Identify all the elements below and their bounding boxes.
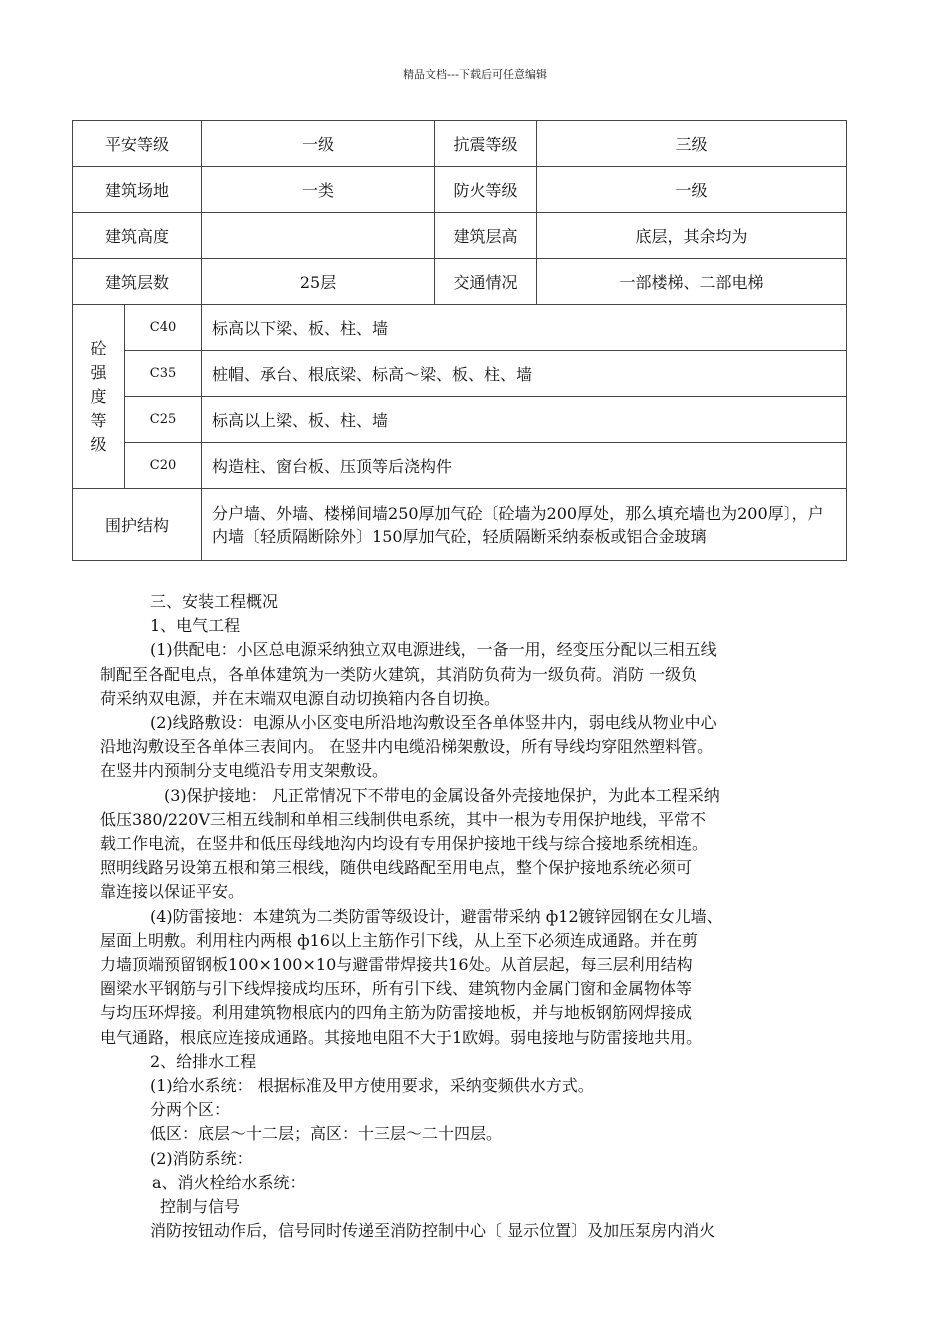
cell-label: 建筑场地 [73,167,202,213]
paragraph-line: 低区：底层～十二层；高区：十三层～二十四层。 [150,1124,503,1144]
paragraph-line: 荷采纳双电源，并在末端双电源自动切换箱内各自切换。 [100,688,501,708]
paragraph-line: 照明线路另设第五根和第三根线，随供电线路配至用电点，整个保护接地系统必须可 [100,858,693,878]
paragraph-line: 力墙顶端预留钢板100×100×10与避雷带焊接共16处。从首层起，每三层利用结构 [100,955,693,975]
cell-value [202,213,435,259]
install-overview [100,590,850,1243]
cell-value: 底层，其余均为 [537,213,847,259]
paragraph-line: 在竖井内预制分支电缆沿专用支架敷设。 [100,761,389,781]
section-heading: 三、安装工程概况 [150,592,279,611]
paragraph-line: (3)保护接地： 凡正常情况下不带电的金属设备外壳接地保护，为此本工程采纳 [164,785,720,805]
page-header: 精品文档---下载后可任意编辑 [403,68,547,81]
paragraph-line: (2)线路敷设：电源从小区变电所沿地沟敷设至各单体竖井内，弱电线从物业中心 [150,713,717,733]
label-char: 强 [90,362,107,382]
table-row [73,121,847,167]
cell-label: 抗震等级 [435,121,537,167]
paragraph-line: 靠连接以保证平安。 [100,882,245,902]
cell-label: 交通情况 [435,259,537,305]
concrete-grade: C20 [125,443,202,489]
paragraph-line: 消防按钮动作后，信号同时传递至消防控制中心〔 显示位置〕及加压泵房内消火 [150,1221,716,1241]
cell-label: 平安等级 [73,121,202,167]
table-row [73,167,847,213]
enclosure-desc: 分户墙、外墙、楼梯间墙250厚加气砼〔砼墙为200厚处，那么填充墙也为200厚〕，户内墙〔轻质隔断除外〕150厚加气砼，轻质隔断采纳泰板或铝合金玻璃 [202,489,847,561]
concrete-grade-label [73,305,125,489]
table-row [73,305,847,351]
cell-value: 一级 [202,121,435,167]
table-row [73,397,847,443]
cell-value: 一级 [537,167,847,213]
concrete-grade: C35 [125,351,202,397]
paragraph-line: 与均压环焊接。利用建筑物根底内的四角主筋为防雷接地板，并与地板钢筋网焊接成 [100,1003,693,1023]
paragraph-line: 载工作电流，在竖井和低压母线地沟内均设有专用保护接地干线与综合接地系统相连。 [100,834,709,854]
cell-label: 建筑层高 [435,213,537,259]
paragraph-line: (4)防雷接地：本建筑为二类防雷等级设计，避雷带采纳 ф12镀锌园钢在女儿墙、 [150,906,723,926]
paragraph-line: a、消火栓给水系统： [152,1172,306,1192]
subsection-heading: 2、给排水工程 [150,1051,257,1071]
paragraph-line: 圈梁水平钢筋与引下线焊接成均压环，所有引下线、建筑物内金属门窗和金属物体等 [100,979,693,999]
label-char: 砼 [90,338,107,358]
concrete-desc: 标高以下梁、板、柱、墙 [202,305,847,351]
paragraph-line: (2)消防系统： [150,1148,253,1168]
concrete-desc: 构造柱、窗台板、压顶等后浇构件 [202,443,847,489]
paragraph-line: 控制与信号 [160,1197,241,1217]
paragraph-line: 低压380/220V三相五线制和单相三线制供电系统，其中一根为专用保护地线，平常不 [100,809,707,829]
table-row [73,259,847,305]
subsection-heading: 1、电气工程 [150,616,241,636]
concrete-grade: C40 [125,305,202,351]
cell-label: 建筑层数 [73,259,202,305]
concrete-desc: 桩帽、承台、根底梁、标高～梁、板、柱、墙 [202,351,847,397]
table-row [73,213,847,259]
cell-value: 一类 [202,167,435,213]
table-row [73,351,847,397]
paragraph-line: 电气通路，根底应连接成通路。其接地电阻不大于1欧姆。弱电接地与防雷接地共用。 [100,1027,703,1047]
cell-label: 防火等级 [435,167,537,213]
paragraph-line: 制配至各配电点，各单体建筑为一类防火建筑，其消防负荷为一级负荷。消防 一级负 [100,664,698,684]
cell-label: 建筑高度 [73,213,202,259]
label-char: 级 [90,434,107,454]
table-row [73,443,847,489]
label-char: 等 [90,410,107,430]
cell-value: 25层 [202,259,435,305]
building-spec-table [72,120,847,561]
paragraph-line: 屋面上明敷。利用柱内两根 ф16以上主筋作引下线，从上至下必须连成通路。并在剪 [100,930,698,950]
table-row [73,489,847,561]
concrete-grade: C25 [125,397,202,443]
paragraph-line: 分两个区： [150,1100,231,1120]
cell-value: 三级 [537,121,847,167]
paragraph-line: (1)给水系统： 根据标准及甲方使用要求，采纳变频供水方式。 [150,1076,594,1096]
label-char: 度 [90,386,107,406]
paragraph-line: 沿地沟敷设至各单体三表间内。 在竖井内电缆沿梯架敷设，所有导线均穿阻然塑料管。 [100,737,714,757]
cell-value: 一部楼梯、二部电梯 [537,259,847,305]
concrete-desc: 标高以上梁、板、柱、墙 [202,397,847,443]
enclosure-label: 围护结构 [73,489,202,561]
paragraph-line: (1)供配电：小区总电源采纳独立双电源进线，一备一用，经变压分配以三相五线 [150,640,717,660]
